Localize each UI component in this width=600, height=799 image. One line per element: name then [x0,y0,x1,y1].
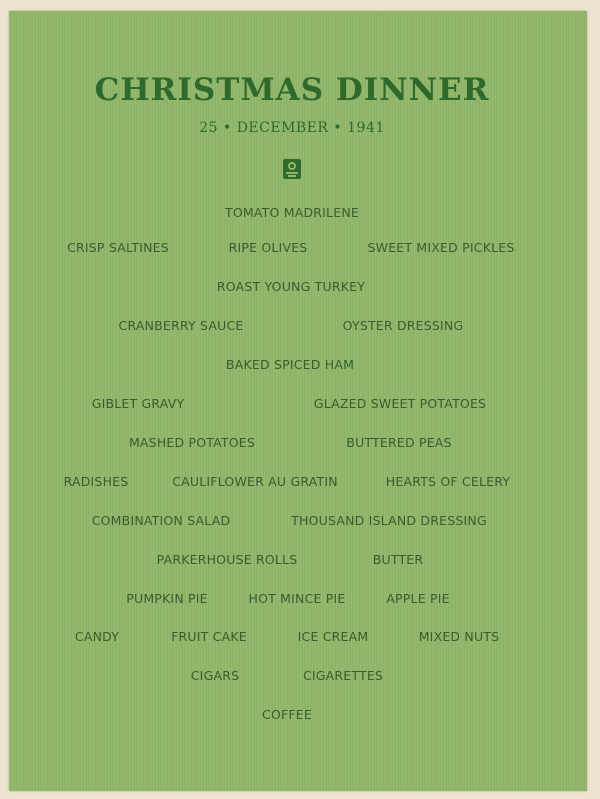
menu-row [0,240,600,258]
menu-item: RADISHES [63,474,129,489]
menu-row [0,474,600,492]
menu-row [0,668,600,686]
menu-date: 25 • DECEMBER • 1941 [199,120,385,136]
menu-item: SWEET MIXED PICKLES [367,240,515,255]
menu-row [0,552,600,570]
menu-item: ICE CREAM [297,629,369,644]
menu-title: CHRISTMAS DINNER [94,72,490,108]
menu-item: COMBINATION SALAD [91,513,231,528]
menu-item: CIGARETTES [302,668,384,683]
menu-item: CAULIFLOWER AU GRATIN [172,474,338,489]
menu-item: HEARTS OF CELERY [385,474,511,489]
menu-item: RIPE OLIVES [228,240,308,255]
menu-row [0,435,600,453]
menu-row [0,707,600,725]
menu-item: MIXED NUTS [418,629,500,644]
menu-row [0,591,600,609]
menu-row [0,205,600,223]
menu-item: GLAZED SWEET POTATOES [313,396,487,411]
menu-item: ROAST YOUNG TURKEY [216,279,366,294]
seal-emblem-icon [282,158,302,180]
menu-item: CIGARS [190,668,240,683]
menu-item: FRUIT CAKE [171,629,247,644]
menu-row [0,629,600,647]
menu-item: PUMPKIN PIE [126,591,208,606]
menu-item: BUTTERED PEAS [346,435,452,450]
menu-item: MASHED POTATOES [128,435,256,450]
menu-item: OYSTER DRESSING [342,318,464,333]
menu-item: COFFEE [262,707,312,722]
menu-row [0,279,600,297]
menu-item: CRISP SALTINES [67,240,169,255]
menu-item: TOMATO MADRILENE [225,205,359,220]
menu-item: PARKERHOUSE ROLLS [156,552,298,567]
menu-item: BAKED SPICED HAM [225,357,355,372]
menu-item: CRANBERRY SAUCE [118,318,244,333]
menu-row [0,318,600,336]
menu-item: GIBLET GRAVY [91,396,185,411]
menu-row [0,513,600,531]
menu-item: HOT MINCE PIE [248,591,346,606]
menu-row [0,396,600,414]
menu-item: CANDY [74,629,120,644]
menu-item: BUTTER [372,552,424,567]
menu-row [0,357,600,375]
menu-item: THOUSAND ISLAND DRESSING [291,513,487,528]
menu-item: APPLE PIE [386,591,450,606]
